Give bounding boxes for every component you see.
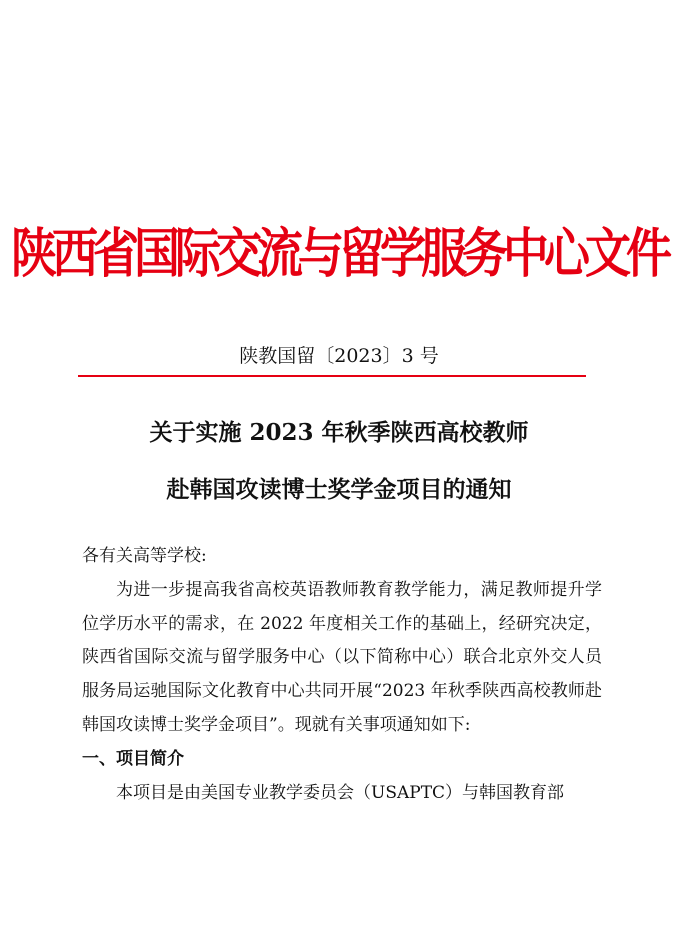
- section-1-heading: 一、项目简介: [82, 748, 184, 769]
- red-divider: [78, 375, 586, 377]
- paragraph-2: 本项目是由美国专业教学委员会（USAPTC）与韩国教育部: [116, 782, 565, 803]
- salutation: 各有关高等学校:: [82, 546, 207, 566]
- issuer-header: 陕西省国际交流与留学服务中心文件: [11, 221, 667, 285]
- notice-title-line-2: 赴韩国攻读博士奖学金项目的通知: [166, 476, 512, 503]
- paragraph-1: 为进一步提高我省高校英语教师教育教学能力，满足教师提升学位学历水平的需求，在 2022 年度相关工作的基础上，经研究决定，陕西省国际交流与留学服务中心（以下简称中心）联合北京外交人员服务局运驰国际文化教育中心共同开展“2023 年秋季陕西高校教师赴韩国攻读博士奖学金项目”。现就有关事项通知如下:: [82, 579, 602, 735]
- document-body: [82, 540, 602, 810]
- notice-title-line-1: 关于实施 2023 年秋季陕西高校教师: [149, 419, 529, 446]
- doc-number: 陕教国留〔2023〕3 号: [239, 345, 439, 367]
